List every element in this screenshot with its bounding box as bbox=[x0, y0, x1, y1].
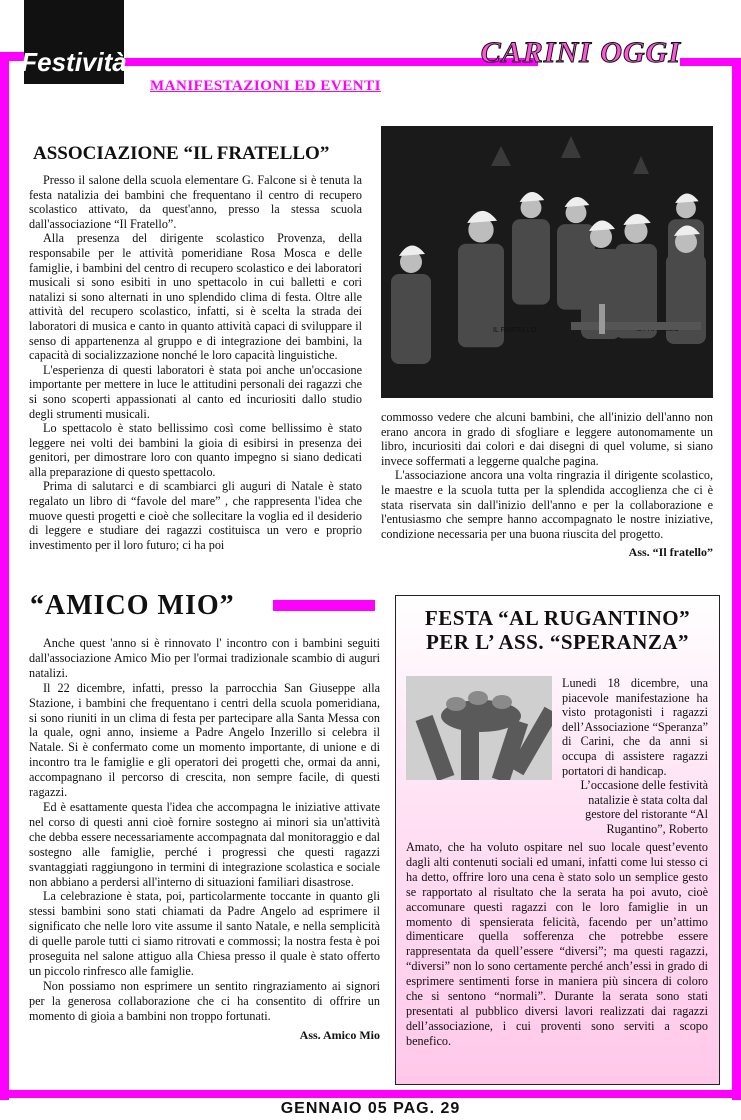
rugantino-body bbox=[406, 840, 708, 1049]
article-paragraph: L'esperienza di questi laboratori è stata poi anche un'occasione importante per mettere in luce le attitudini personali dei ragazzi che si sono scoperti appassionati al canto ed incuriositi dallo studio degli strumenti musicali. bbox=[29, 362, 362, 421]
section-kicker: MANIFESTAZIONI ED EVENTI bbox=[150, 78, 381, 94]
article-paragraph: L’occasione delle festività natalizie è stata colta dal gestore del ristorante “Al Rugantino”, Roberto bbox=[580, 778, 708, 836]
article-title-il-fratello: ASSOCIAZIONE “IL FRATELLO” bbox=[33, 143, 330, 164]
child-tshirt bbox=[391, 274, 431, 364]
article-signature: Ass. “Il fratello” bbox=[628, 545, 713, 560]
article-paragraph: Lo spettacolo è stato bellissimo così come bellissimo è stato leggere nei volti dei bambini la gioia di esibirsi in presenza dei genitori, per dimostrare loro con quanto impegno si siano dedicati alla preparazione di questo spettacolo. bbox=[29, 421, 362, 479]
rugantino-title-line2: PER L’ ASS. “SPERANZA” bbox=[425, 630, 690, 654]
article-paragraph: Anche quest 'anno si è rinnovato l' incontro con i bambini seguiti dall'associazione Amico Mio per l'ormai tradizionale scambio di auguri natalizi. bbox=[29, 636, 380, 680]
article-paragraph: Prima di salutarci e di scambiarci gli auguri di Natale è stato regalato un libro di “favole del mare” , che rappresenta l'idea che muove questi progetti e cioè che sollecitare la voglia ed il desiderio di leggere e studiare dei ragazzi costituisca un vero e proprio investimento per il loro futuro; ci ha poi bbox=[29, 479, 362, 552]
child-tshirt bbox=[512, 219, 550, 305]
section-tab bbox=[21, 0, 127, 84]
article-paragraph: Il 22 dicembre, infatti, presso la parrocchia San Giuseppe alla Stazione, i bambini che frequentano i centri della scuola pomeridiana, si sono riuniti in un clima di festa per partecipare alla Santa Messa con la quale, ogni anno, insieme a Padre Angelo Inzerillo si celebra il Natale. Si è confermato come un momento importante, di unione e di incontro tra le famiglie e gli operatori dei progetti che, ormai da anni, accompagnano il percorso di crescita, non sempre facile, di questi ragazzi. bbox=[29, 680, 380, 800]
children-choir-photo bbox=[381, 126, 713, 398]
article-amico-mio-column bbox=[29, 636, 380, 1042]
article-paragraph: Presso il salone della scuola elementare G. Falcone si è tenuta la festa natalizia dei bambini che frequentano il centro di recupero scolastico attivato, da quest'anno, presso la stessa scuola dall'associazione “Il Fratello”. bbox=[29, 173, 362, 231]
masthead-logo: CARINI OGGI bbox=[480, 36, 681, 69]
page-footer bbox=[0, 1100, 741, 1118]
article-il-fratello-left-column bbox=[29, 173, 362, 552]
article-signature: Ass. Amico Mio bbox=[299, 1027, 380, 1042]
page-frame-bottom bbox=[0, 1090, 741, 1098]
article-il-fratello-right-column bbox=[381, 410, 713, 560]
page-frame-top-rule bbox=[120, 58, 538, 66]
article-paragraph: Alla presenza del dirigente scolastico Provenza, della responsabile per le attività pomeridiane Rosa Mosca e delle famiglie, i bambini del centro di recupero scolastico e dei laboratori musicali si sono esibiti in uno spettacolo in cui balletti e cori natalizi si sono alternati in uno splendido clima di festa. Oltre alle attività del recupero scolastico, infatti, si è scelta la strada dei laboratori di musica e canto in quanto attività capaci di sviluppare il senso di appartenenza al gruppo e di integrazione dei bambini, la capacità di socializzazione nonché le loro capacità linguistiche. bbox=[29, 231, 362, 363]
rugantino-box bbox=[395, 595, 720, 1085]
article-paragraph: L'associazione ancora una volta ringrazia il dirigente scolastico, le maestre e la scuola tutta per la splendida accoglienza che ci è stata riservata sin dall'inizio dell'anno e per la collaborazione e l'entusiasmo che sempre hanno accompagnato le nostre iniziative, condizione necessaria per una buona riuscita del progetto. bbox=[381, 468, 713, 541]
article-paragraph: commosso vedere che alcuni bambini, che all'inizio dell'anno non erano ancora in grado di sfogliare e leggere autonomamente un libro, incuriositi dai colori e dai disegni di quel volume, si siano invece soffermati a leggerne qualche pagina. bbox=[381, 410, 713, 468]
article-paragraph: Ed è esattamente questa l'idea che accompagna le iniziative attivate nel corso di questi anni cioè fornire sostegno ai minori sia un'attività che debba essere necessariamente accompagnata dal monitoraggio e dal sostegno alle famiglie, perché i progressi che questi ragazzi svantaggiati raggiungono in termini di integrazione scolastica e sociale non abbiano a perdersi all'interno di situazioni familiari disastrose. bbox=[29, 799, 380, 889]
footer-date-page: GENNAIO 05 PAG. 29 bbox=[275, 1100, 467, 1117]
page-frame-right bbox=[732, 58, 741, 1100]
article-title-amico-mio: “AMICO MIO” bbox=[30, 590, 235, 621]
article-paragraph: Non possiamo non esprimere un sentito ringraziamento ai signori per la generosa collaborazione che ci ha consentito di offrire un momento di gioia a bambini non troppo fortunati. bbox=[29, 978, 380, 1023]
title-accent-bar bbox=[273, 600, 375, 611]
rugantino-intro bbox=[562, 676, 708, 837]
section-label: Festività bbox=[21, 47, 127, 77]
article-paragraph: Lunedi 18 dicembre, una piacevole manifestazione ha visto protagonisti i ragazzi dell’Associazione “Speranza” di Carini, che da anni si occupa di assistere ragazzi portatori di handicap. bbox=[562, 676, 708, 778]
article-paragraph: Amato, che ha voluto ospitare nel suo locale quest’evento dagli alti contenuti sociali ed umani, infatti come lui stesso ci ha detto, offrire loro una cena è stato solo un semplice gesto se rapportato al risultato che la serata ha poi avuto, cioè accomunare questi ragazzi con le loro famiglie in un momento di spensierata felicità, facendo per un’attimo dimenticare quella sofferenza che potrebbe essere rappresentata da quell’essere “diversi”; ma questi ragazzi, “diversi” non lo sono certamente perché anch’essi in grado di esprimere sentimenti forse in maniera più sincera di coloro che si sentono “normali”. Durante la serata sono stati presentati al pubblico diversi lavori realizzati dai ragazzi dell’associazione, i cui proventi sono serviti a scopo benefico. bbox=[406, 840, 708, 1048]
page-frame-left bbox=[0, 52, 9, 1100]
tshirt-print: IL FRATELLO bbox=[493, 327, 537, 334]
rugantino-title-line1: FESTA “AL RUGANTINO” bbox=[424, 606, 691, 630]
joined-hands-photo bbox=[406, 676, 552, 780]
rugantino-title bbox=[396, 606, 719, 654]
article-paragraph: La celebrazione è stata, poi, particolarmente toccante in quanto gli stessi bambini sono stati chiamati da Padre Angelo ad esprimere il significato che nelle loro vite assume il santo Natale, e nella semplicità di quelle parole tutti ci siamo ritrovati e commossi; la nostra festa è poi proseguita nel salone attiguo alla Chiesa presso il quale è stato offerto un piccolo rinfresco alle famiglie. bbox=[29, 889, 380, 978]
